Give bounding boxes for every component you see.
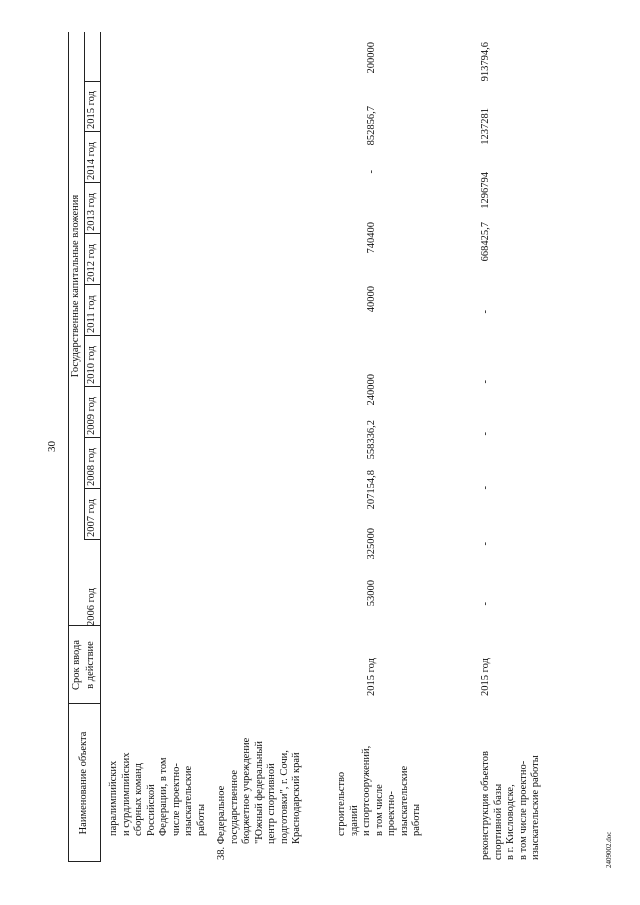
name-line: спортивной базы <box>492 783 504 860</box>
header-year: 2011 год <box>86 295 97 333</box>
value-2011: - <box>480 310 491 314</box>
header-period-line2: в действие <box>85 641 96 689</box>
name-line: "Южный федеральный <box>253 740 265 844</box>
header-year: 2009 год <box>86 397 97 435</box>
header-investments: Государственные капитальные вложения <box>70 194 81 378</box>
header-inner-line <box>84 32 85 540</box>
header-year: 2012 год <box>86 244 97 282</box>
col-divider <box>84 437 100 438</box>
value-2006: - <box>480 602 491 606</box>
name-line: Федерации, в том <box>158 757 169 836</box>
col-divider <box>84 284 100 285</box>
footer-code: 2409002.doc <box>605 831 613 868</box>
name-line: Российской <box>145 784 157 836</box>
name-line: числе проектно- <box>170 763 182 836</box>
name-line: работы <box>411 803 422 836</box>
header-year: 2013 год <box>86 193 97 231</box>
col-divider <box>84 539 100 540</box>
value-2015: 200000 <box>366 42 377 74</box>
value-2010: - <box>480 380 491 384</box>
header-year: 2015 год <box>86 91 97 129</box>
value-2007: - <box>480 542 491 546</box>
col-divider <box>84 488 100 489</box>
header-period-line1: Срок ввода <box>71 639 82 691</box>
name-line: сборных команд <box>133 763 144 836</box>
value-2012: 668425,7 <box>480 222 491 262</box>
header-year: 2014 год <box>86 142 97 180</box>
col-divider <box>84 233 100 234</box>
name-line: изыскательские работы <box>530 755 541 860</box>
row-name-item-38 <box>216 738 304 862</box>
value-2015: 913794,6 <box>480 42 491 82</box>
row-period: 2015 год <box>366 658 377 696</box>
name-line: изыскательские <box>398 765 410 836</box>
header-object-name: Наименование объекта <box>78 731 89 835</box>
header-year: 2007 год <box>86 499 97 537</box>
page-number: 30 <box>46 441 58 452</box>
name-line: в г. Кисловодске, <box>505 784 516 860</box>
header-year: 2008 год <box>86 448 97 486</box>
row-name-reconstruction <box>480 751 543 862</box>
value-2011: 40000 <box>366 286 377 313</box>
row-period: 2015 год <box>480 658 491 696</box>
value-2009: 558336,2 <box>366 420 377 460</box>
name-line: проектно- <box>386 791 397 836</box>
value-2013: - <box>366 170 377 174</box>
value-2008: - <box>480 486 491 490</box>
value-2014: 852856,7 <box>366 106 377 146</box>
header-year: 2010 год <box>86 346 97 384</box>
col-divider <box>84 386 100 387</box>
name-line: строительство <box>336 771 347 836</box>
value-2009: - <box>480 432 491 436</box>
name-line: и спортсооружений, <box>361 745 372 836</box>
name-line: 38. Федеральное <box>216 785 227 860</box>
rotated-table-area <box>68 32 588 862</box>
table-border-top <box>68 32 69 862</box>
name-line: зданий <box>348 805 360 836</box>
header-year: 2006 год <box>86 588 97 626</box>
name-line: подготовки", г. Сочи, <box>278 750 290 844</box>
name-line: в том числе проектно- <box>517 760 529 860</box>
name-line: изыскательские <box>183 765 194 836</box>
value-2007: 325000 <box>366 528 377 560</box>
row-name-construction <box>336 746 424 862</box>
col-divider <box>84 335 100 336</box>
value-2013: 1296794 <box>480 172 491 209</box>
name-line: и сурдлимпийских <box>120 752 132 836</box>
value-2014: 1237281 <box>480 108 491 145</box>
name-line: работы <box>195 803 207 836</box>
capital-investments-table <box>68 32 588 862</box>
name-line: государственное <box>228 769 240 844</box>
name-line: Краснодарский край <box>291 752 302 844</box>
name-line: центр спортивной <box>266 763 277 844</box>
row-name-continued <box>108 753 208 862</box>
name-line: паралимпийских <box>108 760 119 836</box>
header-bottom-line <box>100 32 101 862</box>
col-divider <box>84 81 100 82</box>
col-divider <box>84 131 100 132</box>
value-2012: 740400 <box>366 222 377 254</box>
col-divider <box>84 182 100 183</box>
name-line: в том числе <box>373 784 385 836</box>
value-2008: 207154,8 <box>366 470 377 510</box>
name-line: реконструкция объектов <box>480 751 491 860</box>
value-2010: 240000 <box>366 374 377 406</box>
name-line: бюджетное учреждение <box>241 737 252 844</box>
value-2006: 53000 <box>366 580 377 607</box>
